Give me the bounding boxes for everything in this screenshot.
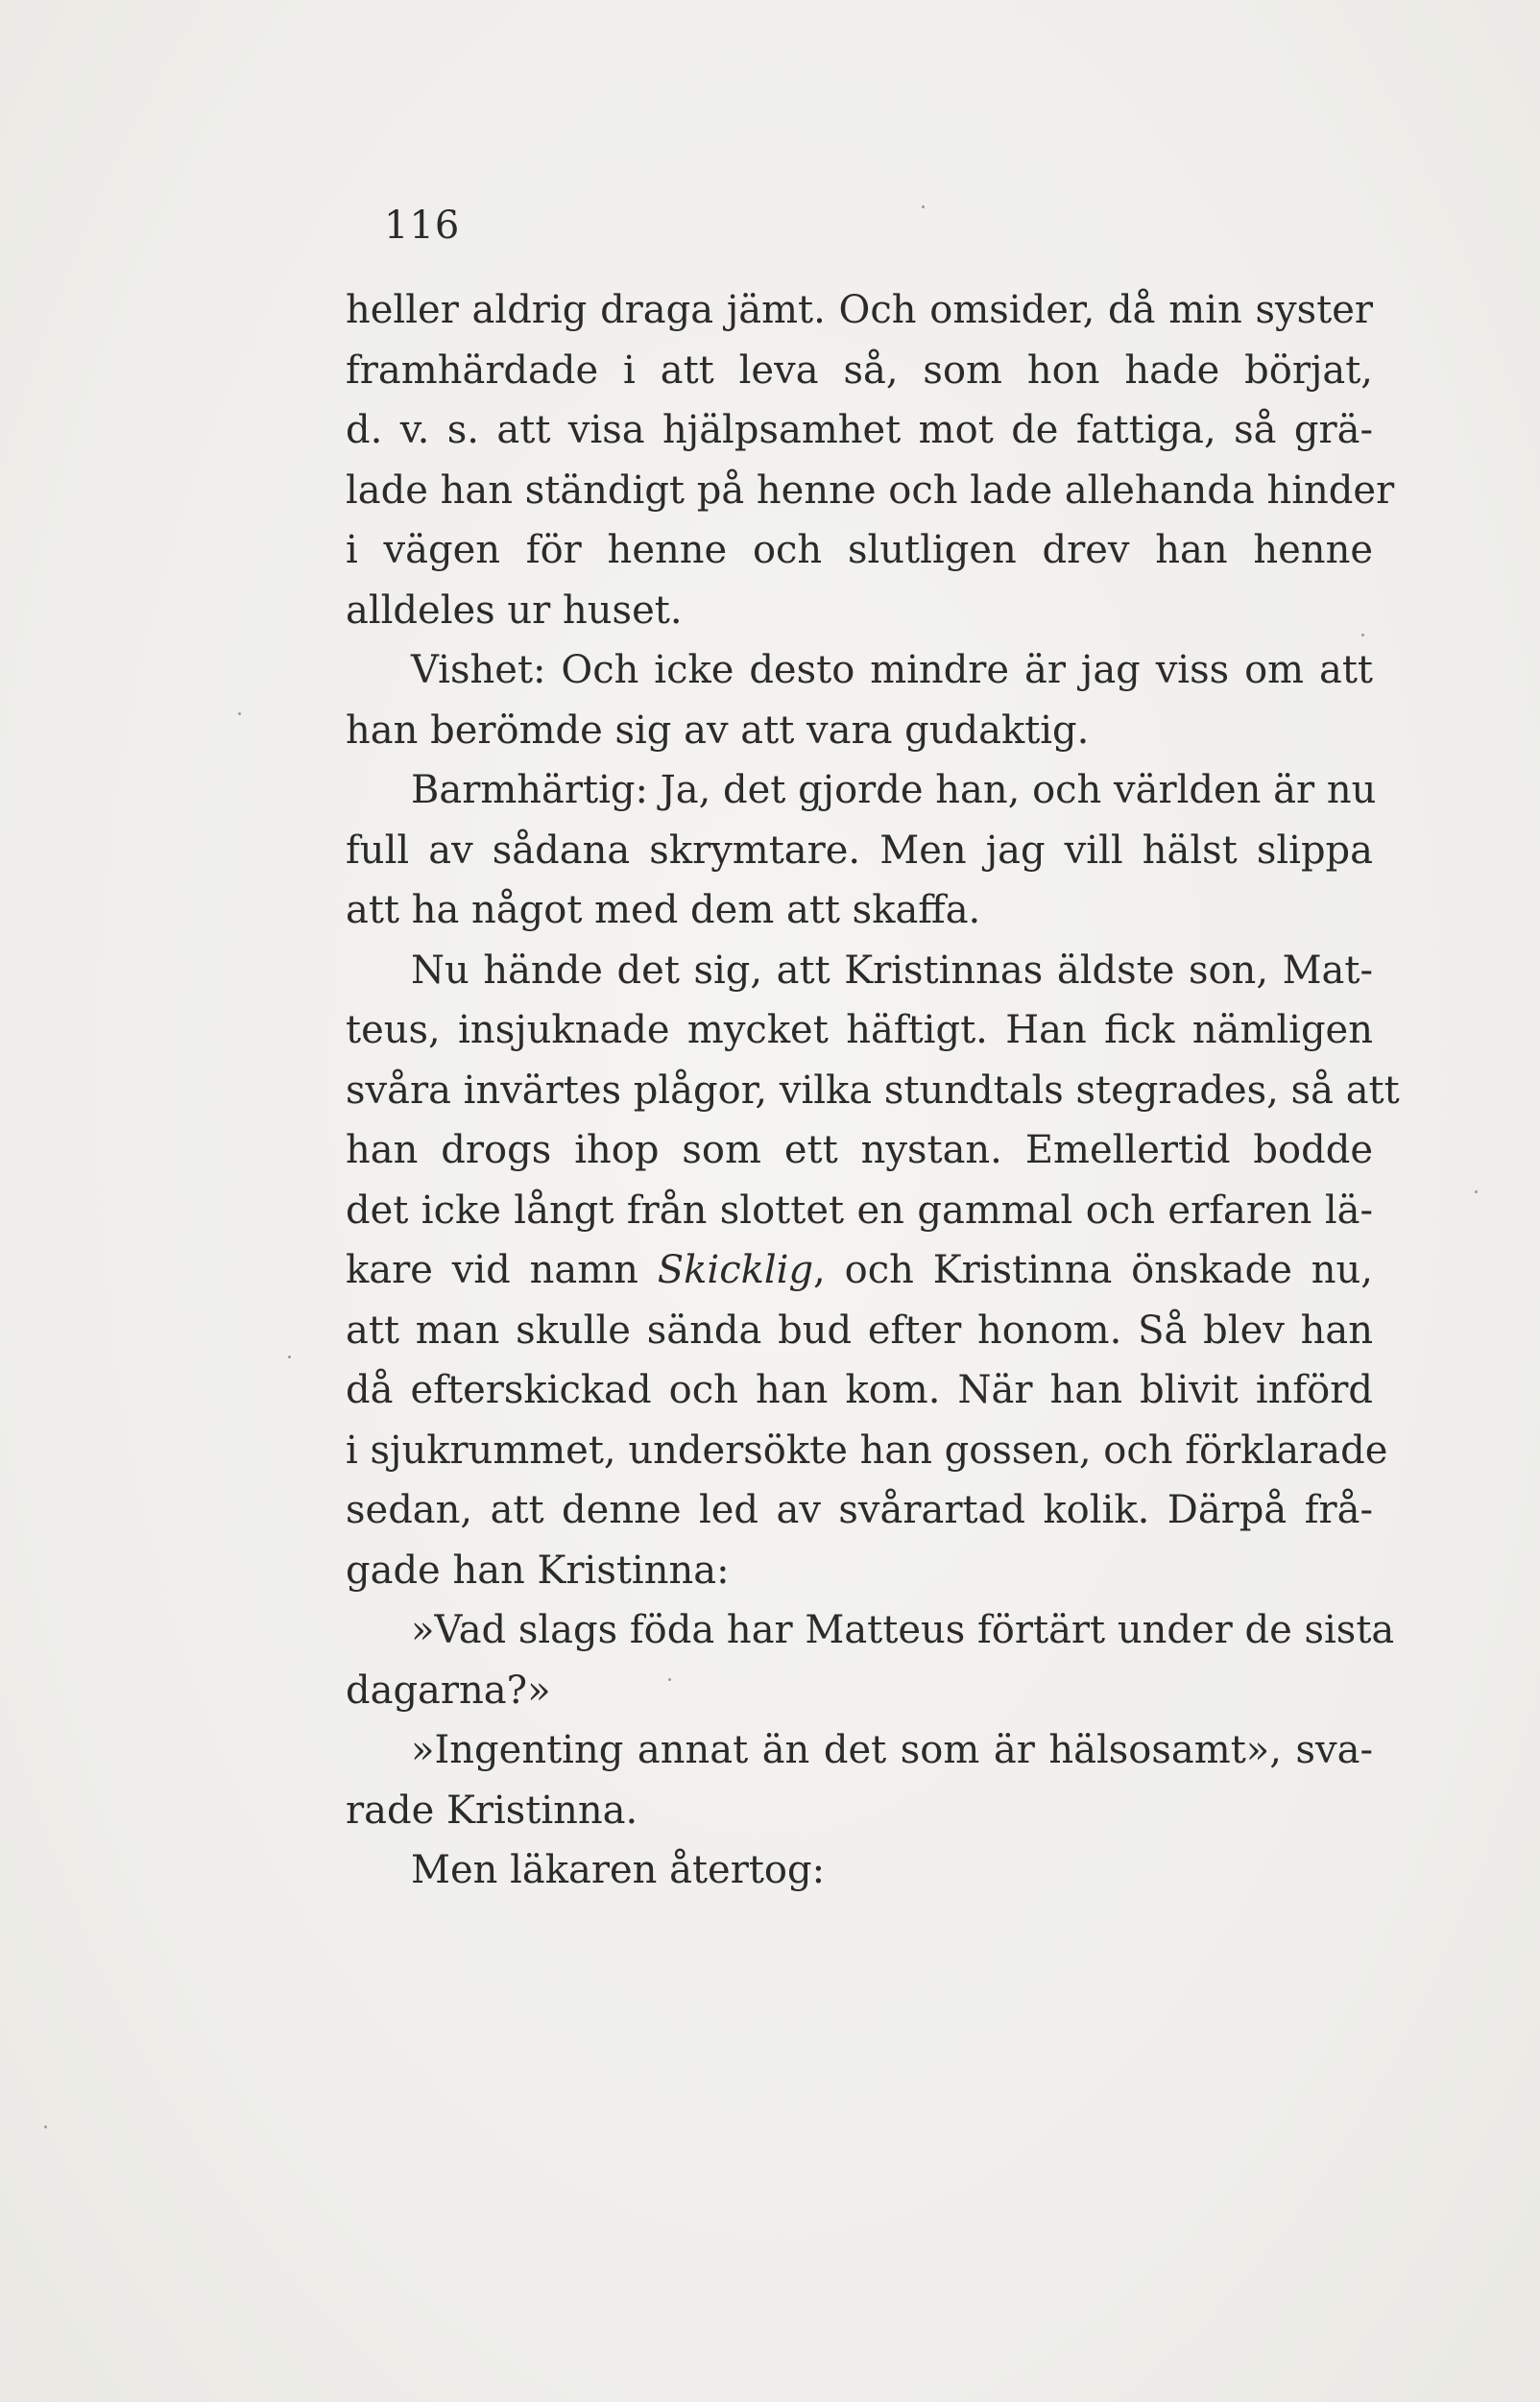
text-line: heller aldrig draga jämt. Och omsider, då min syster — [346, 288, 1373, 332]
text-line: att ha något med dem att skaffa. — [346, 888, 981, 932]
text-line: Vishet: Och icke desto mindre är jag viss om att — [411, 648, 1373, 692]
text-line: teus, insjuknade mycket häftigt. Han fick nämligen — [346, 1008, 1373, 1052]
paper-speck — [288, 1356, 291, 1358]
text-line: gade han Kristinna: — [346, 1548, 730, 1593]
text-line: då efterskickad och han kom. När han blivit införd — [346, 1368, 1373, 1412]
text-line: Nu hände det sig, att Kristinnas äldste son, Mat- — [411, 948, 1373, 993]
text-line: Barmhärtig: Ja, det gjorde han, och världen är nu — [411, 768, 1377, 812]
text-line: Men läkaren återtog: — [411, 1848, 826, 1892]
paper-speck — [922, 205, 925, 208]
text-line: svåra invärtes plågor, vilka stundtals stegrades, så att — [346, 1068, 1400, 1113]
paper-speck — [44, 2126, 47, 2128]
paper-speck — [668, 1678, 671, 1681]
text-line: framhärdade i att leva så, som hon hade börjat, — [346, 348, 1373, 393]
body-text — [346, 280, 1400, 1901]
text-line: i vägen för henne och slutligen drev han henne — [346, 528, 1373, 572]
text-line: d. v. s. att visa hjälpsamhet mot de fattiga, så grä- — [346, 408, 1373, 452]
text-line: lade han ständigt på henne och lade allehanda hinder — [346, 468, 1395, 513]
paper-speck — [238, 712, 241, 715]
text-line: kare vid namn Skicklig, och Kristinna önskade nu, — [346, 1248, 1374, 1292]
text-line: han drogs ihop som ett nystan. Emellertid bodde — [346, 1128, 1373, 1172]
text-line: i sjukrummet, undersökte han gossen, och förklarade — [346, 1428, 1388, 1473]
text-line: rade Kristinna. — [346, 1788, 638, 1833]
text-line: dagarna?» — [346, 1668, 551, 1713]
text-line: sedan, att denne led av svårartad kolik. Därpå frå- — [346, 1488, 1373, 1532]
text-line: full av sådana skrymtare. Men jag vill hälst slippa — [346, 828, 1373, 873]
paper-speck — [1475, 1190, 1478, 1193]
text-line: »Ingenting annat än det som är hälsosamt», sva- — [411, 1728, 1373, 1772]
text-line: alldeles ur huset. — [346, 588, 683, 633]
text-line: att man skulle sända bud efter honom. Så blev han — [346, 1308, 1373, 1353]
emphasized-name: Skicklig — [657, 1248, 814, 1292]
text-line: han berömde sig av att vara gudaktig. — [346, 708, 1090, 753]
text-line: »Vad slags föda har Matteus förtärt under de sista — [411, 1608, 1395, 1652]
page-number: 116 — [384, 204, 461, 248]
text-line: det icke långt från slottet en gammal och erfaren lä- — [346, 1188, 1373, 1233]
paper-speck — [1361, 634, 1364, 637]
